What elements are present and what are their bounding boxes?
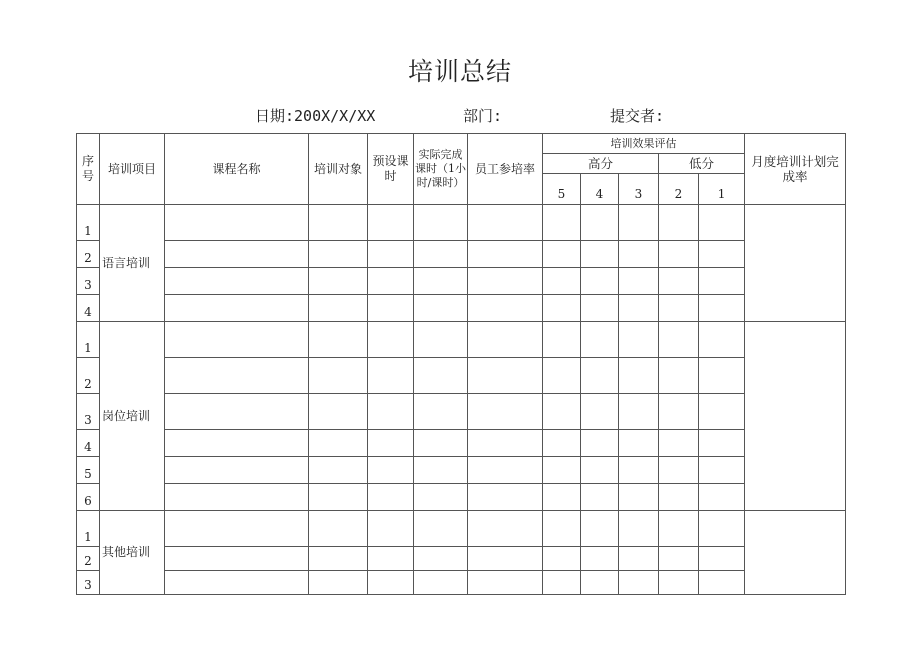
- participation-cell[interactable]: [468, 571, 543, 595]
- score-cell[interactable]: [581, 511, 619, 547]
- header-seq: 序号: [77, 134, 100, 205]
- score-cell[interactable]: [581, 241, 619, 268]
- category-position: 岗位培训: [100, 322, 165, 511]
- score-1: 1: [699, 174, 745, 205]
- score-cell[interactable]: [581, 358, 619, 394]
- participation-cell[interactable]: [468, 511, 543, 547]
- score-4: 4: [581, 174, 619, 205]
- actual-cell[interactable]: [414, 205, 468, 241]
- row-number: 5: [77, 457, 100, 484]
- course-cell[interactable]: [165, 571, 309, 595]
- row-number: 2: [77, 241, 100, 268]
- header-evaluation: 培训效果评估: [543, 134, 745, 154]
- target-cell[interactable]: [309, 457, 368, 484]
- table-row: [77, 430, 846, 457]
- date-field: 日期:200X/X/XX: [255, 107, 376, 125]
- table-row: [77, 268, 846, 295]
- score-cell[interactable]: [699, 394, 745, 430]
- participation-cell[interactable]: [468, 205, 543, 241]
- score-cell[interactable]: [699, 358, 745, 394]
- actual-cell[interactable]: [414, 511, 468, 547]
- score-cell[interactable]: [619, 430, 659, 457]
- row-number: 6: [77, 484, 100, 511]
- target-cell[interactable]: [309, 430, 368, 457]
- table-row: [77, 547, 846, 571]
- planned-cell[interactable]: [368, 511, 414, 547]
- planned-cell[interactable]: [368, 205, 414, 241]
- score-cell[interactable]: [619, 547, 659, 571]
- score-cell[interactable]: [699, 457, 745, 484]
- score-cell[interactable]: [581, 322, 619, 358]
- course-cell[interactable]: [165, 511, 309, 547]
- category-language: 语言培训: [100, 205, 165, 322]
- training-summary-table: [76, 133, 846, 595]
- course-cell[interactable]: [165, 322, 309, 358]
- score-cell[interactable]: [619, 358, 659, 394]
- target-cell[interactable]: [309, 571, 368, 595]
- score-2: 2: [659, 174, 699, 205]
- header-actual-hours: 实际完成课时（1小时/课时）: [414, 134, 468, 205]
- target-cell[interactable]: [309, 295, 368, 322]
- table-row: [77, 358, 846, 394]
- score-cell[interactable]: [581, 457, 619, 484]
- score-cell[interactable]: [619, 484, 659, 511]
- score-cell[interactable]: [619, 295, 659, 322]
- score-cell[interactable]: [619, 322, 659, 358]
- row-number: 3: [77, 571, 100, 595]
- planned-cell[interactable]: [368, 322, 414, 358]
- participation-cell[interactable]: [468, 430, 543, 457]
- score-cell[interactable]: [619, 205, 659, 241]
- table-row: [77, 511, 846, 547]
- header-course: 课程名称: [165, 134, 309, 205]
- course-cell[interactable]: [165, 205, 309, 241]
- row-number: 1: [77, 205, 100, 241]
- score-cell[interactable]: [543, 268, 581, 295]
- row-number: 3: [77, 268, 100, 295]
- submitter-field: 提交者:: [610, 107, 665, 125]
- score-cell[interactable]: [619, 241, 659, 268]
- course-cell[interactable]: [165, 484, 309, 511]
- target-cell[interactable]: [309, 394, 368, 430]
- score-cell[interactable]: [581, 571, 619, 595]
- score-cell[interactable]: [581, 268, 619, 295]
- course-cell[interactable]: [165, 268, 309, 295]
- score-cell[interactable]: [659, 295, 699, 322]
- table-row: [77, 571, 846, 595]
- actual-cell[interactable]: [414, 358, 468, 394]
- header-planned-hours: 预设课时: [368, 134, 414, 205]
- score-cell[interactable]: [581, 484, 619, 511]
- score-cell[interactable]: [699, 430, 745, 457]
- row-number: 4: [77, 430, 100, 457]
- score-cell[interactable]: [659, 547, 699, 571]
- score-cell[interactable]: [699, 205, 745, 241]
- planned-cell[interactable]: [368, 394, 414, 430]
- score-cell[interactable]: [581, 205, 619, 241]
- course-cell[interactable]: [165, 295, 309, 322]
- target-cell[interactable]: [309, 268, 368, 295]
- score-cell[interactable]: [699, 295, 745, 322]
- score-cell[interactable]: [619, 571, 659, 595]
- planned-cell[interactable]: [368, 484, 414, 511]
- table-row: [77, 241, 846, 268]
- score-cell[interactable]: [659, 571, 699, 595]
- row-number: 1: [77, 511, 100, 547]
- score-cell[interactable]: [659, 205, 699, 241]
- score-cell[interactable]: [699, 511, 745, 547]
- actual-cell[interactable]: [414, 295, 468, 322]
- score-cell[interactable]: [543, 547, 581, 571]
- course-cell[interactable]: [165, 547, 309, 571]
- score-cell[interactable]: [659, 322, 699, 358]
- score-3: 3: [619, 174, 659, 205]
- score-cell[interactable]: [619, 394, 659, 430]
- score-cell[interactable]: [543, 322, 581, 358]
- category-other: 其他培训: [100, 511, 165, 595]
- page-title: 培训总结: [407, 57, 512, 86]
- planned-cell[interactable]: [368, 295, 414, 322]
- department-field: 部门:: [463, 107, 503, 125]
- header-high: 高分: [543, 154, 659, 174]
- score-cell[interactable]: [581, 430, 619, 457]
- planned-cell[interactable]: [368, 547, 414, 571]
- course-cell[interactable]: [165, 394, 309, 430]
- actual-cell[interactable]: [414, 268, 468, 295]
- score-cell[interactable]: [659, 511, 699, 547]
- score-cell[interactable]: [699, 268, 745, 295]
- score-cell[interactable]: [543, 571, 581, 595]
- course-cell[interactable]: [165, 241, 309, 268]
- participation-cell[interactable]: [468, 457, 543, 484]
- target-cell[interactable]: [309, 322, 368, 358]
- score-cell[interactable]: [543, 241, 581, 268]
- monthly-rate-cell[interactable]: [745, 322, 846, 511]
- actual-cell[interactable]: [414, 394, 468, 430]
- actual-cell[interactable]: [414, 484, 468, 511]
- score-cell[interactable]: [543, 295, 581, 322]
- monthly-rate-cell[interactable]: [745, 511, 846, 595]
- actual-cell[interactable]: [414, 241, 468, 268]
- score-cell[interactable]: [659, 430, 699, 457]
- score-cell[interactable]: [659, 394, 699, 430]
- score-cell[interactable]: [659, 358, 699, 394]
- score-cell[interactable]: [543, 511, 581, 547]
- participation-cell[interactable]: [468, 358, 543, 394]
- score-cell[interactable]: [581, 295, 619, 322]
- course-cell[interactable]: [165, 430, 309, 457]
- target-cell[interactable]: [309, 511, 368, 547]
- score-cell[interactable]: [581, 394, 619, 430]
- header-monthly-rate: 月度培训计划完成率: [745, 134, 846, 205]
- actual-cell[interactable]: [414, 322, 468, 358]
- score-cell[interactable]: [619, 268, 659, 295]
- score-cell[interactable]: [659, 241, 699, 268]
- row-number: 2: [77, 547, 100, 571]
- score-cell[interactable]: [581, 547, 619, 571]
- participation-cell[interactable]: [468, 484, 543, 511]
- participation-cell[interactable]: [468, 295, 543, 322]
- course-cell[interactable]: [165, 358, 309, 394]
- planned-cell[interactable]: [368, 268, 414, 295]
- header-item: 培训项目: [100, 134, 165, 205]
- row-number: 4: [77, 295, 100, 322]
- planned-cell[interactable]: [368, 457, 414, 484]
- score-cell[interactable]: [659, 457, 699, 484]
- score-cell[interactable]: [543, 430, 581, 457]
- participation-cell[interactable]: [468, 268, 543, 295]
- score-cell[interactable]: [699, 571, 745, 595]
- target-cell[interactable]: [309, 241, 368, 268]
- score-cell[interactable]: [659, 268, 699, 295]
- monthly-rate-cell[interactable]: [745, 205, 846, 322]
- row-number: 2: [77, 358, 100, 394]
- target-cell[interactable]: [309, 547, 368, 571]
- score-cell[interactable]: [699, 241, 745, 268]
- row-number: 1: [77, 322, 100, 358]
- participation-cell[interactable]: [468, 394, 543, 430]
- header-participation: 员工参培率: [468, 134, 543, 205]
- actual-cell[interactable]: [414, 457, 468, 484]
- score-cell[interactable]: [543, 484, 581, 511]
- score-cell[interactable]: [619, 511, 659, 547]
- score-cell[interactable]: [543, 358, 581, 394]
- table-row: [77, 457, 846, 484]
- header-low: 低分: [659, 154, 745, 174]
- score-cell[interactable]: [699, 484, 745, 511]
- header-target: 培训对象: [309, 134, 368, 205]
- participation-cell[interactable]: [468, 241, 543, 268]
- actual-cell[interactable]: [414, 430, 468, 457]
- table-row: [77, 295, 846, 322]
- actual-cell[interactable]: [414, 547, 468, 571]
- participation-cell[interactable]: [468, 547, 543, 571]
- planned-cell[interactable]: [368, 358, 414, 394]
- score-cell[interactable]: [699, 322, 745, 358]
- table-row: [77, 205, 846, 241]
- target-cell[interactable]: [309, 358, 368, 394]
- participation-cell[interactable]: [468, 322, 543, 358]
- score-cell[interactable]: [699, 547, 745, 571]
- course-cell[interactable]: [165, 457, 309, 484]
- score-cell[interactable]: [543, 205, 581, 241]
- table-row: [77, 394, 846, 430]
- table-row: [77, 322, 846, 358]
- planned-cell[interactable]: [368, 571, 414, 595]
- actual-cell[interactable]: [414, 571, 468, 595]
- planned-cell[interactable]: [368, 241, 414, 268]
- score-cell[interactable]: [543, 394, 581, 430]
- score-5: 5: [543, 174, 581, 205]
- row-number: 3: [77, 394, 100, 430]
- score-cell[interactable]: [543, 457, 581, 484]
- score-cell[interactable]: [659, 484, 699, 511]
- planned-cell[interactable]: [368, 430, 414, 457]
- target-cell[interactable]: [309, 484, 368, 511]
- score-cell[interactable]: [619, 457, 659, 484]
- table-row: [77, 484, 846, 511]
- target-cell[interactable]: [309, 205, 368, 241]
